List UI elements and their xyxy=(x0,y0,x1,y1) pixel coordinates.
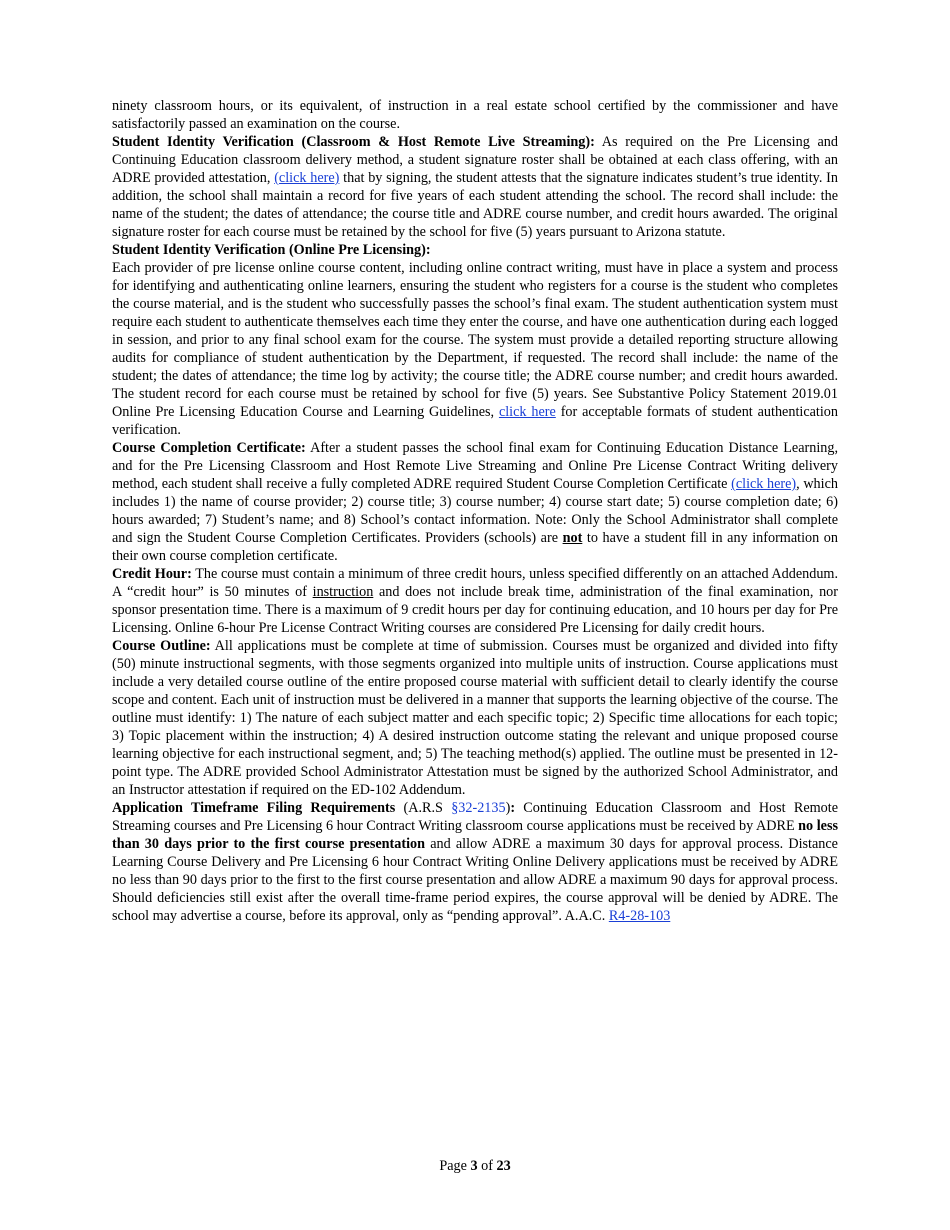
total-page-count: 23 xyxy=(496,1158,511,1174)
intro-paragraph: ninety classroom hours, or its equivalent, of instruction in a real estate school certified by the commissioner and have satisfactorily passed an examination on the course. xyxy=(112,98,838,132)
guidelines-link[interactable]: click here xyxy=(498,404,556,420)
credit-hour-heading: Credit Hour: xyxy=(112,566,192,582)
identity-online-paragraph: Each provider of pre license online course content, including online contract writing, must have in place a system and process for identifying and authenticating online learners, ensuring the student who registers for a course is the student who completes the course material, and is the student who successfully passes the school’s final exam. The student authentication system must require each student to authenticate themselves each time they enter the course, and have one authentication during each logged in session, and prior to any final school exam for the course. The system must provide a detailed reporting structure allowing audits for compliance of student authentication by the Department, if requested. The record shall include: the name of the student; the dates of attendance; the time log by activity; the course title; the ADRE course number; and credit hours awarded. The student record for each course must be retained by school for five (5) years. See Substantive Policy Statement 2019.01 Online Pre Licensing Education Course and Learning Guidelines, click here for acceptable formats of student authentication verification. xyxy=(112,260,838,438)
statute-link[interactable]: §32-2135 xyxy=(451,800,506,816)
rule-link[interactable]: R4-28-103 xyxy=(608,908,671,924)
credit-hour-paragraph: Credit Hour: The course must contain a minimum of three credit hours, unless specified differently on an attached Addendum. A “credit hour” is 50 minutes of instruction and does not include break time, administration of the final examination, nor sponsor presentation time. There is a maximum of 9 credit hours per day for continuing education, and 10 hours per day for Pre Licensing. Online 6-hour Pre License Contract Writing courses are considered Pre Licensing for daily credit hours. xyxy=(112,566,839,636)
identity-online-heading: Student Identity Verification (Online Pre Licensing): xyxy=(112,242,431,258)
course-outline-paragraph: Course Outline: All applications must be complete at time of submission. Courses must be organized and divided into fifty (50) minute instructional segments, with those segments organized into multiple units of instruction. Course applications must include a very detailed course outline of the entire proposed course material with sufficient detail to clearly identify the course scope and content. Each unit of instruction must be delivered in a manner that supports the learning objective of the course. The outline must identify: 1) The nature of each subject matter and each specific topic; 2) Specific time allocations for each topic; 3) Topic placement within the instruction; 4) A desired instruction outcome stating the relevant and unique proposed course learning objective for each instructional segment, and; 5) The teaching method(s) applied. The outline must be presented in 12-point type. The ADRE provided School Administrator Attestation must be signed by the authorized School Administrator, and an Instructor attestation if required on the ED-102 Addendum. xyxy=(112,638,838,798)
identity-classroom-paragraph: Student Identity Verification (Classroom & Host Remote Live Streaming): As required on the Pre Licensing and Continuing Education classroom delivery method, a student signature roster shall be obtained at each class offering, with an ADRE provided attestation, (click here) that by signing, the student attests that the signature indicates student’s true identity. In addition, the school shall maintain a record for five years of each student attending the school. The record shall include: the name of the student; the dates of attendance; the course title and ADRE course number, and credit hours awarded. The original signature roster for each course must be retained by the school for five (5) years pursuant to Arizona statute. xyxy=(112,134,838,240)
page-number-footer: Page 3 of 23 xyxy=(439,1158,511,1174)
certificate-link[interactable]: (click here) xyxy=(731,476,797,492)
not-emphasis: not xyxy=(562,530,583,546)
certificate-paragraph: Course Completion Certificate: After a student passes the school final exam for Continuing Education Distance Learning, and for the Pre Licensing Classroom and Host Remote Live Streaming and Online Pre License Contract Writing delivery method, each student shall receive a fully completed ADRE required Student Course Completion Certificate (click here), which includes 1) the name of course provider; 2) course title; 3) course number; 4) course start date; 5) course completion date; 6) hours awarded; 7) Student’s name; and 8) School’s contact information. Note: Only the School Administrator shall complete and sign the Student Course Completion Certificates. Providers (schools) are not to have a student fill in any information on their own course completion certificate. xyxy=(112,440,838,564)
timeframe-paragraph: Application Timeframe Filing Requirements (A.R.S §32-2135): Continuing Education Classroom and Host Remote Streaming courses and Pre Licensing 6 hour Contract Writing classroom course applications must be received by ADRE no less than 30 days prior to the first course presentation and allow ADRE a maximum 30 days for approval process. Distance Learning Course Delivery and Pre Licensing 6 hour Contract Writing Online Delivery applications must be received by ADRE no less than 90 days prior to the first to the first course presentation and allow ADRE a maximum 90 days for approval process. Should deficiencies still exist after the overall time-frame period expires, the course approval will be denied by ADRE. The school may advertise a course, before its approval, only as “pending approval”. A.A.C. R4-28-103 xyxy=(112,800,838,924)
certificate-heading: Course Completion Certificate: xyxy=(112,440,306,456)
deadline-emphasis: no less than 30 days prior to the first course presentation xyxy=(112,818,838,852)
instruction-underlined: instruction xyxy=(312,584,374,600)
document-page xyxy=(112,97,838,925)
timeframe-heading: Application Timeframe Filing Requirements xyxy=(112,800,396,816)
identity-classroom-heading: Student Identity Verification (Classroom & Host Remote Live Streaming): xyxy=(112,134,595,150)
course-outline-heading: Course Outline: xyxy=(112,638,211,654)
attestation-link[interactable]: (click here) xyxy=(274,170,340,186)
current-page-number: 3 xyxy=(470,1158,478,1174)
